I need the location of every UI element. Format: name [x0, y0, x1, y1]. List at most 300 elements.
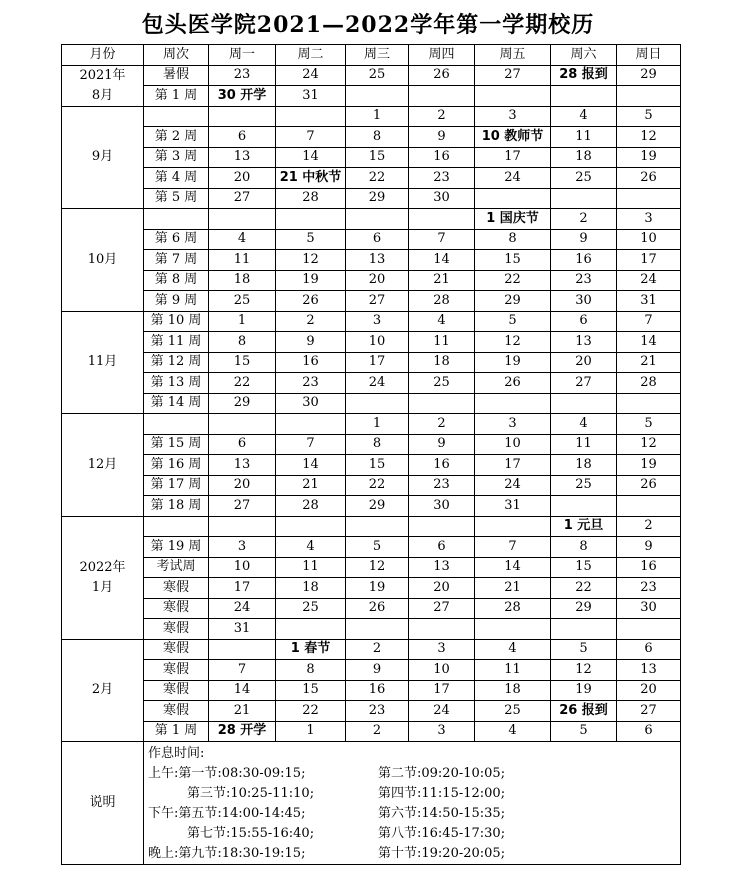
day-cell: 21 — [409, 270, 475, 291]
day-cell: 4 — [475, 721, 551, 742]
day-cell: 27 — [209, 188, 276, 209]
header-cell: 周一 — [209, 45, 276, 66]
day-cell: 9 — [409, 434, 475, 455]
day-cell: 1 春节 — [276, 639, 346, 660]
week-row — [62, 475, 681, 496]
day-cell: 18 — [209, 270, 276, 291]
day-cell — [551, 188, 617, 209]
day-cell: 19 — [551, 680, 617, 701]
calendar-table — [61, 44, 681, 865]
day-cell: 22 — [346, 475, 409, 496]
week-row — [62, 168, 681, 189]
day-cell — [551, 86, 617, 107]
week-row — [62, 537, 681, 558]
day-cell: 14 — [475, 557, 551, 578]
schedule-line — [148, 804, 680, 824]
week-row — [62, 516, 681, 537]
day-cell — [475, 86, 551, 107]
week-row — [62, 270, 681, 291]
day-cell: 10 — [475, 434, 551, 455]
week-label: 第 11 周 — [144, 332, 209, 353]
day-cell: 28 — [276, 188, 346, 209]
week-row — [62, 660, 681, 681]
day-cell: 16 — [346, 680, 409, 701]
day-cell: 7 — [209, 660, 276, 681]
day-cell: 8 — [346, 127, 409, 148]
week-row — [62, 127, 681, 148]
day-cell: 24 — [276, 65, 346, 86]
week-row — [62, 393, 681, 414]
week-row — [62, 332, 681, 353]
day-cell: 8 — [346, 434, 409, 455]
week-label: 第 10 周 — [144, 311, 209, 332]
week-row — [62, 414, 681, 435]
day-cell — [617, 496, 681, 517]
day-cell: 12 — [617, 434, 681, 455]
schedule-notes — [144, 742, 681, 865]
day-cell: 26 — [409, 65, 475, 86]
week-label: 寒假 — [144, 660, 209, 681]
day-cell: 23 — [409, 168, 475, 189]
schedule-text: 第十节:19:20-20:05; — [378, 846, 506, 861]
week-row — [62, 619, 681, 640]
day-cell: 11 — [551, 127, 617, 148]
day-cell: 11 — [475, 660, 551, 681]
day-cell: 6 — [346, 229, 409, 250]
day-cell: 8 — [276, 660, 346, 681]
day-cell: 17 — [409, 680, 475, 701]
day-cell: 20 — [209, 475, 276, 496]
week-row — [62, 311, 681, 332]
day-cell: 3 — [475, 106, 551, 127]
month-label: 9月 — [62, 106, 144, 209]
day-cell: 30 — [409, 188, 475, 209]
day-cell: 6 — [209, 127, 276, 148]
day-cell: 25 — [209, 291, 276, 312]
week-row — [62, 496, 681, 517]
day-cell: 24 — [475, 475, 551, 496]
day-cell: 4 — [551, 106, 617, 127]
day-cell: 5 — [346, 537, 409, 558]
day-cell: 9 — [276, 332, 346, 353]
day-cell: 11 — [209, 250, 276, 271]
day-cell: 14 — [209, 680, 276, 701]
week-row — [62, 578, 681, 599]
schedule-text: 第四节:11:15-12:00; — [378, 786, 506, 801]
day-cell: 16 — [409, 147, 475, 168]
day-cell: 28 报到 — [551, 65, 617, 86]
week-row — [62, 291, 681, 312]
header-cell: 周日 — [617, 45, 681, 66]
day-cell: 23 — [209, 65, 276, 86]
day-cell: 25 — [276, 598, 346, 619]
day-cell: 7 — [276, 127, 346, 148]
day-cell: 6 — [209, 434, 276, 455]
week-row — [62, 188, 681, 209]
schedule-line — [148, 764, 680, 784]
day-cell: 1 元旦 — [551, 516, 617, 537]
day-cell: 21 — [475, 578, 551, 599]
day-cell: 3 — [209, 537, 276, 558]
day-cell: 31 — [276, 86, 346, 107]
day-cell: 22 — [475, 270, 551, 291]
week-row — [62, 557, 681, 578]
day-cell: 2 — [276, 311, 346, 332]
header-cell: 周次 — [144, 45, 209, 66]
day-cell: 25 — [551, 475, 617, 496]
schedule-text: 第六节:14:50-15:35; — [378, 806, 506, 821]
week-row — [62, 65, 681, 86]
week-row — [62, 680, 681, 701]
day-cell: 16 — [276, 352, 346, 373]
week-label: 第 4 周 — [144, 168, 209, 189]
day-cell: 11 — [409, 332, 475, 353]
day-cell: 5 — [551, 721, 617, 742]
day-cell — [209, 639, 276, 660]
day-cell: 12 — [346, 557, 409, 578]
day-cell: 18 — [551, 455, 617, 476]
day-cell: 2 — [346, 639, 409, 660]
day-cell: 6 — [409, 537, 475, 558]
week-label: 寒假 — [144, 619, 209, 640]
day-cell: 26 报到 — [551, 701, 617, 722]
day-cell — [551, 619, 617, 640]
day-cell: 20 — [551, 352, 617, 373]
day-cell: 8 — [551, 537, 617, 558]
day-cell: 28 — [276, 496, 346, 517]
day-cell: 5 — [475, 311, 551, 332]
header-cell: 周六 — [551, 45, 617, 66]
day-cell: 3 — [346, 311, 409, 332]
day-cell — [409, 619, 475, 640]
day-cell: 2 — [346, 721, 409, 742]
day-cell: 11 — [276, 557, 346, 578]
day-cell: 25 — [409, 373, 475, 394]
day-cell: 15 — [475, 250, 551, 271]
day-cell: 28 — [409, 291, 475, 312]
day-cell — [276, 619, 346, 640]
day-cell — [209, 209, 276, 230]
day-cell: 19 — [617, 147, 681, 168]
month-label: 2021年 8月 — [62, 65, 144, 106]
day-cell: 4 — [475, 639, 551, 660]
schedule-text: 第八节:16:45-17:30; — [378, 826, 506, 841]
day-cell: 4 — [276, 537, 346, 558]
week-label: 寒假 — [144, 598, 209, 619]
day-cell: 22 — [209, 373, 276, 394]
schedule-text: 上午:第一节:08:30-09:15; — [148, 766, 306, 781]
week-row — [62, 250, 681, 271]
week-row — [62, 147, 681, 168]
week-label: 暑假 — [144, 65, 209, 86]
day-cell: 29 — [209, 393, 276, 414]
day-cell: 4 — [409, 311, 475, 332]
week-row — [62, 455, 681, 476]
day-cell: 14 — [276, 147, 346, 168]
month-label: 10月 — [62, 209, 144, 312]
day-cell: 25 — [551, 168, 617, 189]
day-cell: 6 — [617, 639, 681, 660]
day-cell: 11 — [551, 434, 617, 455]
week-label: 第 9 周 — [144, 291, 209, 312]
day-cell: 8 — [475, 229, 551, 250]
day-cell: 31 — [475, 496, 551, 517]
day-cell: 13 — [346, 250, 409, 271]
day-cell: 24 — [346, 373, 409, 394]
schedule-line — [148, 784, 680, 804]
day-cell: 1 — [276, 721, 346, 742]
day-cell: 12 — [276, 250, 346, 271]
week-row — [62, 106, 681, 127]
day-cell — [276, 209, 346, 230]
week-row — [62, 598, 681, 619]
day-cell — [475, 516, 551, 537]
day-cell: 27 — [409, 598, 475, 619]
header-cell: 周五 — [475, 45, 551, 66]
day-cell — [209, 414, 276, 435]
day-cell: 16 — [409, 455, 475, 476]
day-cell: 4 — [551, 414, 617, 435]
week-label: 第 3 周 — [144, 147, 209, 168]
schedule-line — [148, 824, 680, 844]
week-label: 第 2 周 — [144, 127, 209, 148]
day-cell: 29 — [551, 598, 617, 619]
schedule-text: 第三节:10:25-11:10; — [148, 786, 315, 801]
week-label: 第 13 周 — [144, 373, 209, 394]
day-cell — [346, 619, 409, 640]
day-cell: 9 — [346, 660, 409, 681]
day-cell: 22 — [551, 578, 617, 599]
day-cell: 12 — [617, 127, 681, 148]
day-cell: 5 — [551, 639, 617, 660]
day-cell — [276, 106, 346, 127]
day-cell: 21 — [617, 352, 681, 373]
day-cell — [209, 516, 276, 537]
day-cell: 7 — [409, 229, 475, 250]
week-row — [62, 701, 681, 722]
day-cell: 20 — [346, 270, 409, 291]
day-cell — [475, 393, 551, 414]
week-row — [62, 639, 681, 660]
week-label: 第 15 周 — [144, 434, 209, 455]
day-cell: 25 — [475, 701, 551, 722]
day-cell: 16 — [551, 250, 617, 271]
day-cell: 19 — [276, 270, 346, 291]
day-cell: 15 — [209, 352, 276, 373]
header-cell: 周四 — [409, 45, 475, 66]
day-cell: 2 — [409, 414, 475, 435]
week-label — [144, 516, 209, 537]
week-label: 第 18 周 — [144, 496, 209, 517]
schedule-text: 晚上:第九节:18:30-19:15; — [148, 846, 306, 861]
day-cell: 26 — [617, 168, 681, 189]
month-label: 12月 — [62, 414, 144, 517]
day-cell: 19 — [617, 455, 681, 476]
day-cell: 23 — [617, 578, 681, 599]
day-cell: 1 — [209, 311, 276, 332]
week-label: 第 14 周 — [144, 393, 209, 414]
notes-row — [62, 742, 681, 865]
day-cell: 7 — [276, 434, 346, 455]
day-cell — [209, 106, 276, 127]
day-cell: 5 — [276, 229, 346, 250]
day-cell: 28 — [475, 598, 551, 619]
day-cell: 2 — [409, 106, 475, 127]
day-cell: 17 — [475, 147, 551, 168]
week-label: 第 16 周 — [144, 455, 209, 476]
week-label: 第 1 周 — [144, 86, 209, 107]
week-label — [144, 414, 209, 435]
day-cell: 15 — [276, 680, 346, 701]
month-label: 2月 — [62, 639, 144, 742]
day-cell: 15 — [346, 147, 409, 168]
day-cell — [276, 516, 346, 537]
week-row — [62, 721, 681, 742]
day-cell: 30 开学 — [209, 86, 276, 107]
day-cell: 16 — [617, 557, 681, 578]
schedule-line — [148, 844, 680, 864]
day-cell: 28 — [617, 373, 681, 394]
day-cell: 24 — [617, 270, 681, 291]
day-cell: 23 — [346, 701, 409, 722]
day-cell: 21 — [276, 475, 346, 496]
day-cell — [346, 86, 409, 107]
day-cell: 13 — [617, 660, 681, 681]
day-cell — [346, 516, 409, 537]
notes-label: 说明 — [62, 742, 144, 865]
day-cell: 18 — [409, 352, 475, 373]
day-cell: 30 — [409, 496, 475, 517]
day-cell: 3 — [617, 209, 681, 230]
day-cell: 20 — [209, 168, 276, 189]
day-cell — [409, 516, 475, 537]
page-title: 包头医学院2021—2022学年第一学期校历 — [141, 12, 595, 38]
day-cell: 13 — [409, 557, 475, 578]
month-label: 11月 — [62, 311, 144, 414]
day-cell: 28 开学 — [209, 721, 276, 742]
day-cell — [409, 393, 475, 414]
day-cell: 17 — [617, 250, 681, 271]
day-cell: 7 — [617, 311, 681, 332]
header-cell: 月份 — [62, 45, 144, 66]
day-cell: 27 — [346, 291, 409, 312]
day-cell: 18 — [551, 147, 617, 168]
day-cell: 24 — [209, 598, 276, 619]
week-label: 第 17 周 — [144, 475, 209, 496]
day-cell: 10 — [617, 229, 681, 250]
day-cell: 19 — [475, 352, 551, 373]
day-cell: 4 — [209, 229, 276, 250]
day-cell — [346, 209, 409, 230]
week-label: 寒假 — [144, 701, 209, 722]
day-cell: 29 — [346, 188, 409, 209]
day-cell: 5 — [617, 106, 681, 127]
day-cell: 20 — [617, 680, 681, 701]
day-cell: 3 — [475, 414, 551, 435]
day-cell — [551, 496, 617, 517]
week-label: 第 7 周 — [144, 250, 209, 271]
day-cell: 3 — [409, 639, 475, 660]
day-cell — [409, 86, 475, 107]
day-cell: 10 教师节 — [475, 127, 551, 148]
day-cell: 19 — [346, 578, 409, 599]
week-label: 寒假 — [144, 680, 209, 701]
week-row — [62, 352, 681, 373]
day-cell: 23 — [409, 475, 475, 496]
day-cell: 23 — [551, 270, 617, 291]
week-label: 第 8 周 — [144, 270, 209, 291]
day-cell — [475, 619, 551, 640]
schedule-text: 作息时间: — [148, 746, 205, 761]
day-cell: 13 — [551, 332, 617, 353]
week-row — [62, 373, 681, 394]
day-cell: 29 — [475, 291, 551, 312]
day-cell: 1 — [346, 414, 409, 435]
day-cell — [617, 188, 681, 209]
week-row — [62, 434, 681, 455]
schedule-text: 第二节:09:20-10:05; — [378, 766, 506, 781]
week-label: 第 6 周 — [144, 229, 209, 250]
header-cell: 周二 — [276, 45, 346, 66]
day-cell: 26 — [475, 373, 551, 394]
day-cell: 12 — [475, 332, 551, 353]
day-cell: 27 — [475, 65, 551, 86]
day-cell: 1 — [346, 106, 409, 127]
week-label: 寒假 — [144, 639, 209, 660]
schedule-text: 下午:第五节:14:00-14:45; — [148, 806, 306, 821]
day-cell: 10 — [209, 557, 276, 578]
day-cell: 9 — [617, 537, 681, 558]
day-cell: 17 — [475, 455, 551, 476]
day-cell: 24 — [409, 701, 475, 722]
week-label — [144, 106, 209, 127]
day-cell: 15 — [346, 455, 409, 476]
schedule-line — [148, 744, 680, 764]
month-label: 2022年 1月 — [62, 516, 144, 639]
day-cell: 2 — [551, 209, 617, 230]
day-cell: 30 — [276, 393, 346, 414]
day-cell: 21 — [209, 701, 276, 722]
day-cell: 22 — [276, 701, 346, 722]
day-cell: 20 — [409, 578, 475, 599]
day-cell: 25 — [346, 65, 409, 86]
day-cell: 9 — [409, 127, 475, 148]
day-cell — [475, 188, 551, 209]
week-label: 第 12 周 — [144, 352, 209, 373]
day-cell: 2 — [617, 516, 681, 537]
day-cell: 14 — [276, 455, 346, 476]
day-cell — [409, 209, 475, 230]
day-cell: 7 — [475, 537, 551, 558]
day-cell — [276, 414, 346, 435]
day-cell: 27 — [551, 373, 617, 394]
day-cell: 24 — [475, 168, 551, 189]
day-cell: 31 — [209, 619, 276, 640]
day-cell: 17 — [209, 578, 276, 599]
day-cell: 21 中秋节 — [276, 168, 346, 189]
week-row — [62, 229, 681, 250]
day-cell: 22 — [346, 168, 409, 189]
day-cell: 23 — [276, 373, 346, 394]
day-cell: 13 — [209, 147, 276, 168]
day-cell: 8 — [209, 332, 276, 353]
day-cell — [617, 393, 681, 414]
day-cell: 9 — [551, 229, 617, 250]
day-cell: 1 国庆节 — [475, 209, 551, 230]
day-cell: 26 — [617, 475, 681, 496]
day-cell: 13 — [209, 455, 276, 476]
day-cell: 6 — [551, 311, 617, 332]
